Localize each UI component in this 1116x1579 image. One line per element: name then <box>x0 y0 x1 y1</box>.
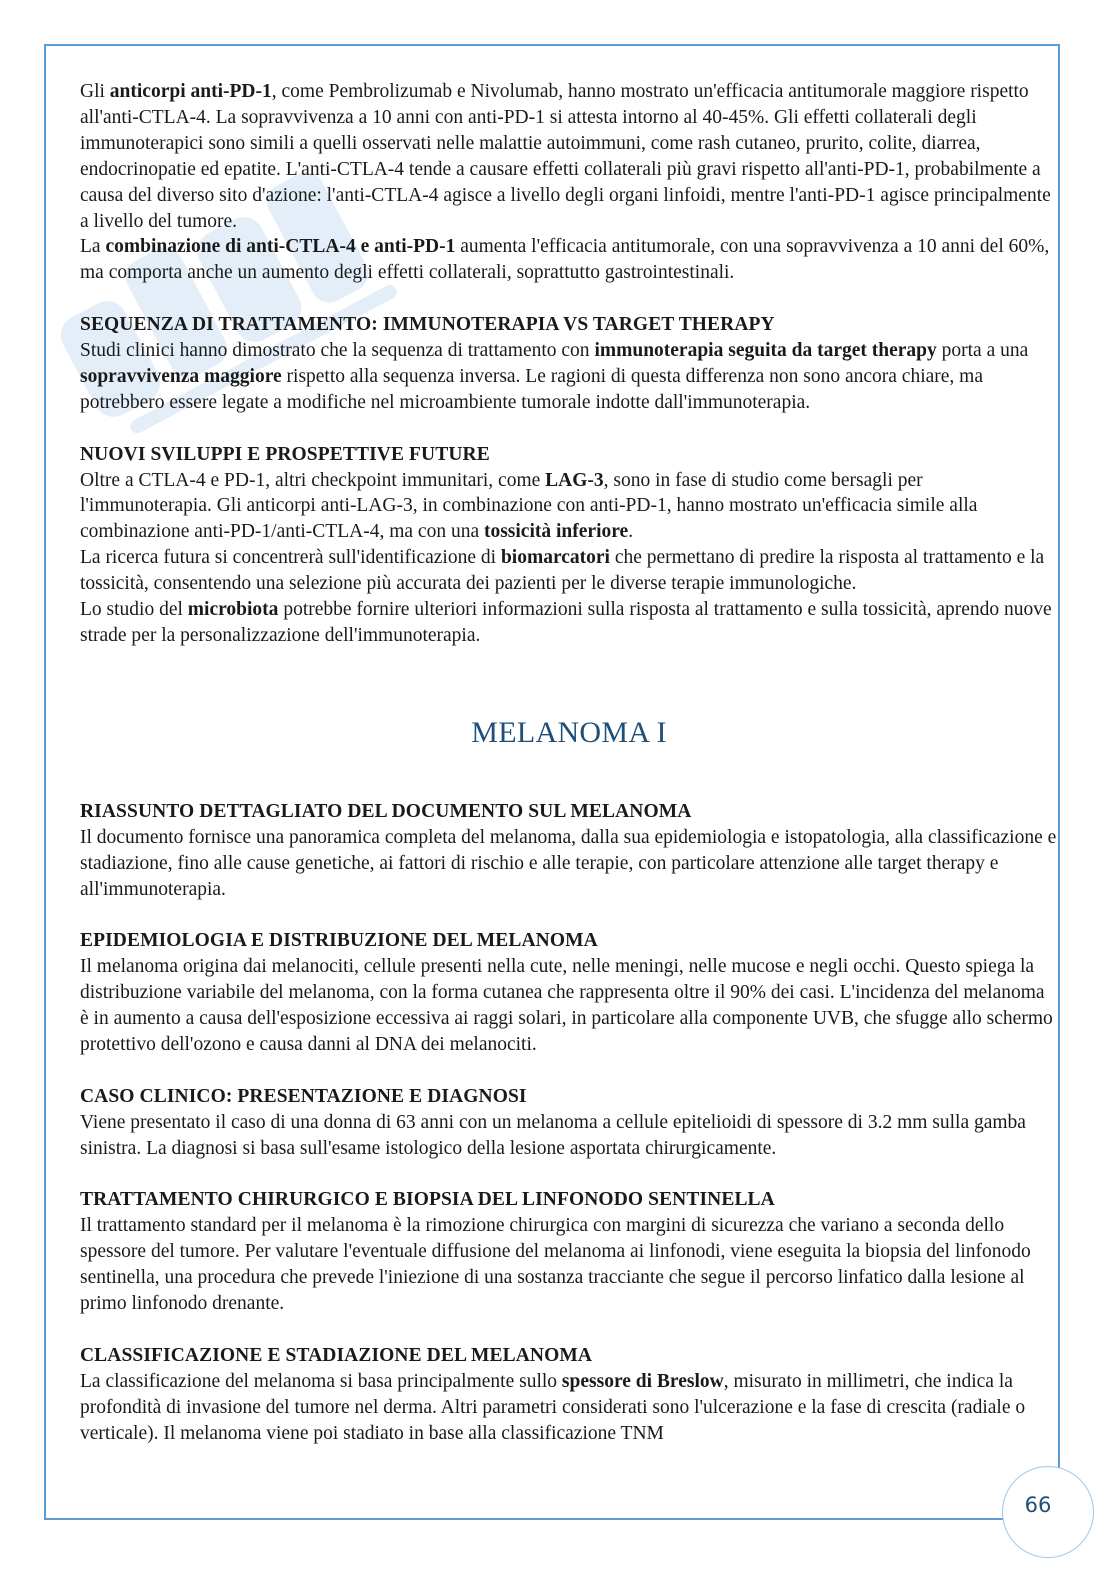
section-heading-riassunto: RIASSUNTO DETTAGLIATO DEL DOCUMENTO SUL MELANOMA <box>80 800 692 822</box>
text-run: La <box>80 236 106 258</box>
bold-term: immunoterapia seguita da target therapy <box>594 340 937 362</box>
bold-term: tossicità inferiore <box>483 521 629 543</box>
intro-paragraph-2 <box>80 234 1058 286</box>
text-run: aumenta l'efficacia antitumorale, con una sopravvivenza a 10 anni del 60%, ma comporta anche un aumento degli effetti collaterali, soprattutto gastrointestinali. <box>80 236 1050 284</box>
section-heading-caso-clinico: CASO CLINICO: PRESENTAZIONE E DIAGNOSI <box>80 1085 527 1107</box>
text-run: , come Pembrolizumab e Nivolumab, hanno mostrato un'efficacia antitumorale maggiore rispetto all'anti-CTLA-4. La sopravvivenza a 10 anni con anti-PD-1 si attesta intorno al 40-45%. Gli effetti collaterali degli immunoterapici sono simili a quelli osservati nelle malattie autoimmuni, come rash cutaneo, prurito, colite, diarrea, endocrinopatie ed epatite. L'anti-CTLA-4 tende a causare effetti collaterali più gravi rispetto all'anti-PD-1, probabilmente a causa del diverso sito d'azione: l'anti-CTLA-4 agisce a livello degli organi linfoidi, mentre l'anti-PD-1 agisce principalmente a livello del tumore. <box>80 81 1051 232</box>
bold-term: combinazione di anti-CTLA-4 e anti-PD-1 <box>105 236 456 258</box>
bold-term: microbiota <box>187 599 279 621</box>
section-heading-sviluppi: NUOVI SVILUPPI E PROSPETTIVE FUTURE <box>80 443 490 465</box>
text-run: La ricerca futura si concentrerà sull'identificazione di <box>80 547 501 569</box>
chapter-title: MELANOMA I <box>471 715 667 749</box>
section-heading-sequenza: SEQUENZA DI TRATTAMENTO: IMMUNOTERAPIA VS TARGET THERAPY <box>80 314 775 336</box>
sviluppi-paragraph-3 <box>80 597 1058 649</box>
text-run: . <box>628 521 634 543</box>
text-run: , misurato in millimetri, che indica la profondità di invasione del tumore nel derma. Altri parametri considerati sono l'ulcerazione e la fase di crescita (radiale o verticale). Il melanoma viene poi stadiato in base alla classificazione TNM <box>80 1370 1026 1444</box>
sviluppi-paragraph-2 <box>80 545 1058 597</box>
text-run: Gli <box>80 81 110 102</box>
riassunto-paragraph: Il documento fornisce una panoramica completa del melanoma, dalla sua epidemiologia e istopatologia, alla classificazione e stadiazione, fino alle cause genetiche, ai fattori di rischio e alle terapie, con particolare attenzione alle target therapy e all'immunoterapia. <box>80 826 1057 900</box>
text-run: Oltre a CTLA-4 e PD-1, altri checkpoint immunitari, come <box>80 469 546 491</box>
bold-term: anticorpi anti-PD-1 <box>109 81 272 102</box>
epidemiologia-paragraph: Il melanoma origina dai melanociti, cellule presenti nella cute, nelle meningi, nelle mucose e negli occhi. Questo spiega la distribuzione variabile del melanoma, con la forma cutanea che rappresenta oltre il 90% dei casi. L'incidenza del melanoma è in aumento a causa dell'esposizione eccessiva ai raggi solari, in particolare alla componente UVB, che sfugge allo schermo protettivo dell'ozono e causa danni al DNA dei melanociti. <box>80 956 1053 1056</box>
text-run: Studi clinici hanno dimostrato che la sequenza di trattamento con <box>80 340 595 362</box>
text-run: che permettano di predire la risposta al trattamento e la tossicità, consentendo una selezione più accurata dei pazienti per le diverse terapie immunologiche. <box>80 547 1045 595</box>
caso-clinico-paragraph: Viene presentato il caso di una donna di 63 anni con un melanoma a cellule epitelioidi di spessore di 3.2 mm sulla gamba sinistra. La diagnosi si basa sull'esame istologico della lesione asportata chirurgicamente. <box>80 1111 1026 1159</box>
section-heading-classificazione: CLASSIFICAZIONE E STADIAZIONE DEL MELANOMA <box>80 1344 593 1366</box>
section-heading-epidemiologia: EPIDEMIOLOGIA E DISTRIBUZIONE DEL MELANOMA <box>80 930 598 952</box>
text-run: , sono in fase di studio come bersagli per l'immunoterapia. Gli anticorpi anti-LAG-3, in combinazione con anti-PD-1, hanno mostrato un'efficacia simile alla combinazione anti-PD-1/anti-CTLA-4, ma con una <box>80 469 978 543</box>
text-run: rispetto alla sequenza inversa. Le ragioni di questa differenza non sono ancora chiare, ma potrebbero essere legate a modifiche nel microambiente tumorale indotte dall'immunoterapia. <box>80 365 984 413</box>
text-run: Lo studio del <box>80 599 188 621</box>
sequenza-paragraph <box>80 338 1058 416</box>
sviluppi-paragraph-1 <box>80 468 1058 546</box>
trattamento-paragraph: Il trattamento standard per il melanoma è la rimozione chirurgica con margini di sicurezza che variano a seconda dello spessore del tumore. Per valutare l'eventuale diffusione del melanoma ai linfonodi, viene eseguita la biopsia del linfonodo sentinella, una procedura che prevede l'iniezione di una sostanza tracciante che segue il percorso linfatico dalla lesione al primo linfonodo drenante. <box>80 1215 1031 1315</box>
intro-paragraph-1 <box>80 79 1058 234</box>
bold-term: sopravvivenza maggiore <box>80 365 282 387</box>
text-run: potrebbe fornire ulteriori informazioni sulla risposta al trattamento e sulla tossicità, aprendo nuove strade per la personalizzazione dell'immunoterapia. <box>80 599 1052 646</box>
classificazione-paragraph <box>80 1369 1058 1447</box>
bold-term: LAG-3 <box>545 469 604 491</box>
page-number: 66 <box>1024 1493 1052 1517</box>
bold-term: spessore di Breslow <box>561 1370 724 1392</box>
bold-term: biomarcatori <box>500 547 610 569</box>
section-heading-trattamento: TRATTAMENTO CHIRURGICO E BIOPSIA DEL LINFONODO SENTINELLA <box>80 1189 775 1211</box>
text-run: porta a una <box>936 340 1029 362</box>
text-run: La classificazione del melanoma si basa principalmente sullo <box>80 1370 562 1392</box>
document-body <box>80 79 1058 1447</box>
